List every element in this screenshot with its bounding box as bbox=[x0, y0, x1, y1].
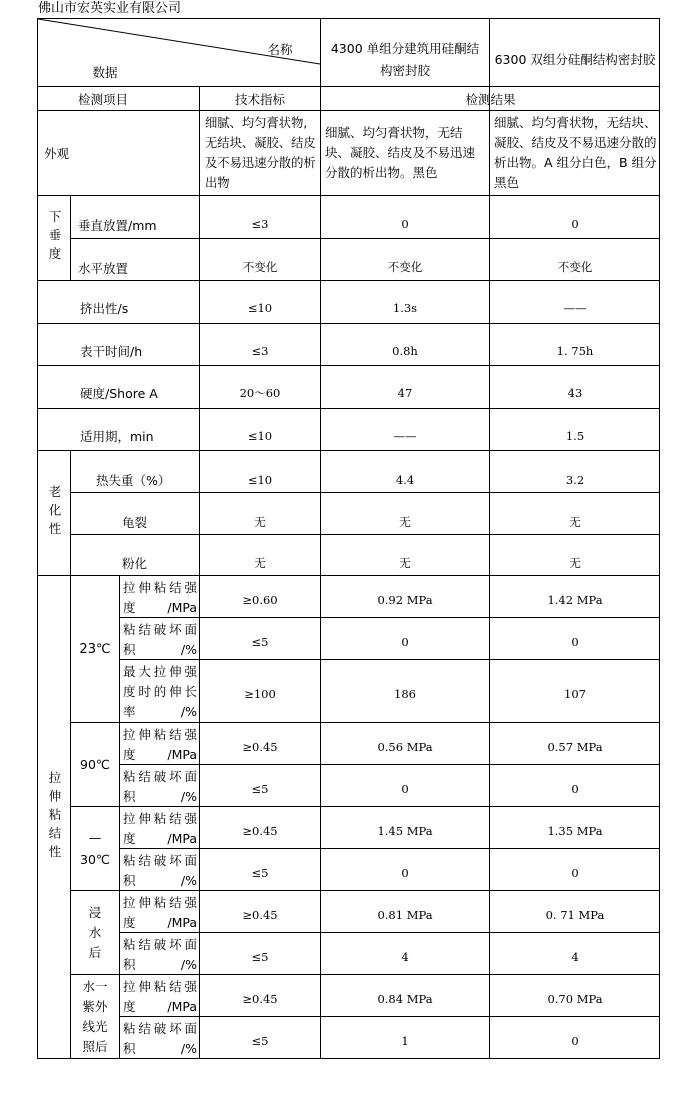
tensile-row-spec: ≥0.45 bbox=[242, 907, 278, 922]
tensile-row-result-a: 0 bbox=[401, 865, 409, 880]
item-row-result-b: —— bbox=[563, 301, 587, 315]
tensile-row-label: 粘结破坏面积/% bbox=[123, 936, 197, 972]
appearance-label: 外观 bbox=[44, 146, 70, 161]
tensile-condition-label: 90℃ bbox=[80, 757, 110, 772]
item-row-result-a: 47 bbox=[397, 386, 413, 400]
item-row-label: 硬度/Shore A bbox=[80, 386, 158, 401]
aging-row-result-a: 无 bbox=[399, 514, 411, 529]
tensile-group-cell bbox=[38, 576, 70, 1058]
tensile-row-spec: ≥0.45 bbox=[242, 991, 278, 1006]
header-data-label: 数据 bbox=[92, 65, 118, 80]
item-row-spec: ≤3 bbox=[251, 343, 269, 358]
tensile-row-label: 拉伸粘结强度/MPa bbox=[123, 810, 197, 846]
tensile-row-result-b: 1.42 MPa bbox=[547, 592, 603, 607]
tensile-row-result-a: 0.84 MPa bbox=[377, 991, 433, 1006]
sag-row-label: 水平放置 bbox=[78, 260, 129, 276]
sag-row-spec: ≤3 bbox=[251, 217, 269, 231]
tensile-row-result-b: 0 bbox=[571, 781, 579, 796]
tensile-row-label: 最大拉伸强度时的伸长率/% bbox=[123, 664, 197, 719]
result-column-header: 检测结果 bbox=[465, 91, 516, 107]
tensile-condition-label: 浸水后 bbox=[88, 904, 102, 960]
tensile-row-spec: ≤5 bbox=[251, 781, 269, 796]
tensile-row-spec: ≤5 bbox=[251, 949, 269, 964]
sag-row-result-a: 0 bbox=[401, 217, 409, 231]
tensile-row-spec: ≥100 bbox=[244, 687, 276, 701]
sag-row-spec: 不变化 bbox=[242, 259, 278, 274]
tensile-condition-cell bbox=[71, 723, 119, 806]
tensile-row-result-b: 107 bbox=[564, 687, 586, 701]
item-column-header: 检测项目 bbox=[77, 91, 128, 107]
tensile-row-result-a: 0.81 MPa bbox=[377, 907, 433, 922]
sag-group-label: 下垂度 bbox=[47, 210, 62, 266]
aging-row-result-b: 无 bbox=[569, 556, 581, 570]
tensile-row-result-b: 4 bbox=[571, 949, 579, 964]
aging-row-label: 热失重（%） bbox=[96, 472, 171, 488]
aging-row-label: 龟裂 bbox=[122, 514, 148, 530]
item-row-spec: ≤10 bbox=[247, 428, 273, 443]
appearance-result-a: 细腻、均匀膏状物，无结块、凝胶、结皮及不易迅速分散的析出物。黑色 bbox=[325, 125, 476, 180]
tensile-row-label: 粘结破坏面积/% bbox=[123, 852, 197, 888]
appearance-result-b: 细腻、均匀膏状物，无结块、凝胶、结皮及不易迅速分散的析出物。A 组分白色，B 组分黑色 bbox=[494, 115, 657, 190]
item-row-spec: ≤10 bbox=[247, 301, 273, 315]
tensile-row-label: 粘结破坏面积/% bbox=[123, 768, 197, 804]
tensile-row-result-b: 1.35 MPa bbox=[547, 823, 603, 838]
tensile-row-result-b: 0 bbox=[571, 634, 579, 649]
tensile-condition-label: 水一紫外线光照后 bbox=[82, 978, 108, 1054]
appearance-spec: 细腻、均匀膏状物,无结块、凝胶、结皮及不易迅速分散的析出物 bbox=[205, 116, 316, 190]
tensile-row-label: 拉伸粘结强度/MPa bbox=[123, 978, 197, 1014]
product-a-header: 4300 单组分建筑用硅酮结构密封胶 bbox=[330, 41, 480, 78]
aging-row-result-a: 无 bbox=[399, 556, 411, 570]
tensile-row-label: 拉伸粘结强度/MPa bbox=[123, 726, 197, 762]
tensile-row-spec: ≥0.45 bbox=[242, 823, 278, 838]
item-row-result-b: 1.5 bbox=[565, 428, 585, 443]
aging-row-result-b: 3.2 bbox=[565, 472, 585, 487]
tensile-condition-cell bbox=[71, 975, 119, 1058]
tensile-row-result-b: 0.70 MPa bbox=[547, 991, 603, 1006]
aging-group-cell bbox=[38, 451, 70, 575]
sag-row-label: 垂直放置/mm bbox=[78, 218, 157, 233]
tensile-condition-label: —30℃ bbox=[80, 829, 110, 867]
tensile-row-label: 粘结破坏面积/% bbox=[123, 621, 197, 657]
tensile-group-label: 拉伸粘结性 bbox=[47, 770, 62, 864]
tensile-row-label: 粘结破坏面积/% bbox=[123, 1020, 197, 1056]
tensile-row-result-a: 1 bbox=[401, 1033, 409, 1048]
header-name-label: 名称 bbox=[267, 42, 293, 57]
item-row-result-b: 1. 75h bbox=[556, 343, 594, 358]
tensile-row-result-a: 0.92 MPa bbox=[377, 592, 433, 607]
aging-row-spec: 无 bbox=[254, 514, 266, 529]
item-row-label: 适用期，min bbox=[80, 428, 154, 444]
aging-row-label: 粉化 bbox=[122, 556, 148, 571]
tensile-condition-label: 23℃ bbox=[79, 641, 111, 657]
item-row-result-b: 43 bbox=[567, 386, 583, 400]
tensile-row-result-b: 0. 71 MPa bbox=[545, 907, 605, 922]
tensile-row-result-b: 0 bbox=[571, 865, 579, 880]
tensile-row-spec: ≥0.45 bbox=[242, 739, 278, 754]
tensile-condition-cell bbox=[71, 807, 119, 890]
tensile-row-result-a: 0 bbox=[401, 781, 409, 796]
tensile-row-result-a: 186 bbox=[394, 687, 416, 701]
aging-row-result-b: 无 bbox=[569, 514, 581, 529]
aging-group-label: 老化性 bbox=[47, 485, 62, 541]
item-row-spec: 20～60 bbox=[239, 386, 281, 400]
tensile-row-result-b: 0 bbox=[571, 1033, 579, 1048]
item-row-result-a: 0.8h bbox=[392, 343, 418, 358]
tensile-row-spec: ≤5 bbox=[251, 634, 269, 649]
tensile-row-result-a: 1.45 MPa bbox=[377, 823, 433, 838]
aging-row-spec: 无 bbox=[254, 556, 266, 570]
sag-row-result-b: 0 bbox=[571, 217, 579, 231]
item-row-label: 表干时间/h bbox=[80, 343, 143, 359]
aging-row-spec: ≤10 bbox=[247, 472, 273, 487]
tensile-row-label: 拉伸粘结强度/MPa bbox=[123, 579, 197, 615]
tensile-row-result-b: 0.57 MPa bbox=[547, 739, 603, 754]
sag-group-cell bbox=[38, 196, 70, 280]
item-row-result-a: 1.3s bbox=[392, 301, 418, 315]
tensile-row-spec: ≥0.60 bbox=[242, 592, 278, 607]
company-name: 佛山市宏英实业有限公司 bbox=[38, 1, 182, 16]
product-b-header: 6300 双组分硅酮结构密封胶 bbox=[494, 52, 656, 67]
tensile-row-result-a: 0.56 MPa bbox=[377, 739, 433, 754]
tensile-row-result-a: 4 bbox=[401, 949, 409, 964]
tensile-row-result-a: 0 bbox=[401, 634, 409, 649]
tensile-row-spec: ≤5 bbox=[251, 1033, 269, 1048]
tensile-row-spec: ≤5 bbox=[251, 865, 269, 880]
spec-column-header: 技术指标 bbox=[234, 91, 285, 107]
tensile-condition-cell bbox=[71, 891, 119, 974]
item-row-result-a: —— bbox=[393, 428, 417, 443]
sag-row-result-a: 不变化 bbox=[387, 259, 423, 274]
aging-row-result-a: 4.4 bbox=[395, 472, 415, 487]
item-row-label: 挤出性/s bbox=[80, 301, 129, 316]
sag-row-result-b: 不变化 bbox=[557, 259, 593, 274]
tensile-row-label: 拉伸粘结强度/MPa bbox=[123, 894, 197, 930]
tensile-condition-cell bbox=[71, 576, 119, 722]
